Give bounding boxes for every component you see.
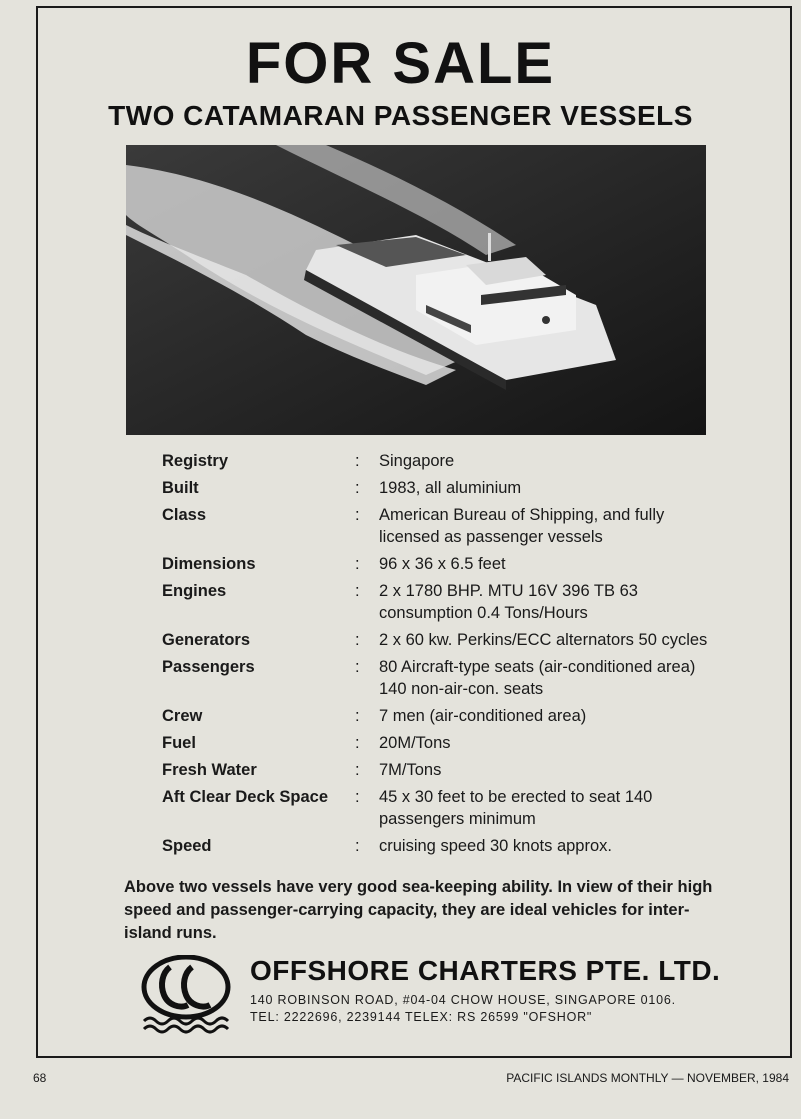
spec-label: Passengers [162, 658, 255, 676]
spec-value-line: cruising speed 30 knots approx. [379, 837, 612, 855]
company-address: 140 ROBINSON ROAD, #04-04 CHOW HOUSE, SINGAPORE 0106. [250, 993, 676, 1007]
spec-row [162, 450, 762, 472]
spec-value [379, 705, 759, 727]
spec-list [162, 450, 762, 862]
spec-value-line: 7 men (air-conditioned area) [379, 707, 587, 725]
spec-value-line: 96 x 36 x 6.5 feet [379, 555, 506, 573]
spec-label: Engines [162, 582, 227, 600]
spec-separator: : [355, 555, 360, 573]
spec-label: Crew [162, 707, 203, 725]
spec-separator: : [355, 837, 360, 855]
spec-value-line: American Bureau of Shipping, and fully [379, 506, 665, 524]
headline: FOR SALE [245, 31, 556, 96]
spec-value-line: 1983, all aluminium [379, 479, 522, 497]
subheadline: TWO CATAMARAN PASSENGER VESSELS [108, 100, 693, 131]
spec-value [379, 656, 759, 700]
vessel-photo [126, 145, 706, 435]
company-name: OFFSHORE CHARTERS PTE. LTD. [250, 955, 721, 986]
company-logo [140, 955, 240, 1037]
spec-value [379, 759, 759, 781]
spec-row [162, 504, 762, 548]
spec-separator: : [355, 506, 360, 524]
spec-row [162, 656, 762, 700]
company-address-block [250, 992, 676, 1026]
spec-label: Class [162, 506, 207, 524]
spec-separator: : [355, 582, 360, 600]
spec-value [379, 786, 759, 830]
spec-row [162, 629, 762, 651]
spec-value-line: consumption 0.4 Tons/Hours [379, 604, 588, 622]
spec-value [379, 835, 759, 857]
spec-separator: : [355, 788, 360, 806]
spec-row [162, 786, 762, 830]
spec-row [162, 477, 762, 499]
spec-value-line: 2 x 60 kw. Perkins/ECC alternators 50 cycles [379, 631, 708, 649]
spec-value [379, 629, 759, 651]
spec-value-line: 80 Aircraft-type seats (air-conditioned area) [379, 658, 696, 676]
spec-value [379, 450, 759, 472]
spec-value-line: 7M/Tons [379, 761, 442, 779]
spec-row [162, 835, 762, 857]
company-contact: TEL: 2222696, 2239144 TELEX: RS 26599 "OFSHOR" [250, 1010, 593, 1024]
spec-value [379, 504, 759, 548]
spec-value [379, 553, 759, 575]
spec-row [162, 759, 762, 781]
spec-label: Dimensions [162, 555, 256, 573]
spec-value [379, 732, 759, 754]
summary-text: Above two vessels have very good sea-keeping ability. In view of their high speed and passenger-carrying capacity, they are ideal vehicles for inter-island runs. [124, 878, 713, 942]
spec-label: Registry [162, 452, 229, 470]
spec-row [162, 553, 762, 575]
spec-separator: : [355, 761, 360, 779]
publication-footer: PACIFIC ISLANDS MONTHLY — NOVEMBER, 1984 [506, 1071, 789, 1085]
spec-value-line: 45 x 30 feet to be erected to seat 140 [379, 788, 653, 806]
spec-separator: : [355, 734, 360, 752]
spec-separator: : [355, 452, 360, 470]
spec-value [379, 580, 759, 624]
spec-label: Speed [162, 837, 212, 855]
spec-value-line: 2 x 1780 BHP. MTU 16V 396 TB 63 [379, 582, 638, 600]
spec-label: Fresh Water [162, 761, 257, 779]
spec-value-line: licensed as passenger vessels [379, 528, 603, 546]
spec-label: Built [162, 479, 199, 497]
spec-value-line: passengers minimum [379, 810, 536, 828]
spec-value-line: Singapore [379, 452, 455, 470]
spec-separator: : [355, 631, 360, 649]
spec-value-line: 140 non-air-con. seats [379, 680, 544, 698]
spec-value [379, 477, 759, 499]
spec-label: Fuel [162, 734, 196, 752]
spec-row [162, 705, 762, 727]
spec-row [162, 732, 762, 754]
spec-separator: : [355, 707, 360, 725]
spec-row [162, 580, 762, 624]
spec-label: Generators [162, 631, 251, 649]
page-number: 68 [33, 1071, 47, 1085]
spec-separator: : [355, 479, 360, 497]
spec-value-line: 20M/Tons [379, 734, 451, 752]
spec-separator: : [355, 658, 360, 676]
spec-label: Aft Clear Deck Space [162, 788, 328, 806]
